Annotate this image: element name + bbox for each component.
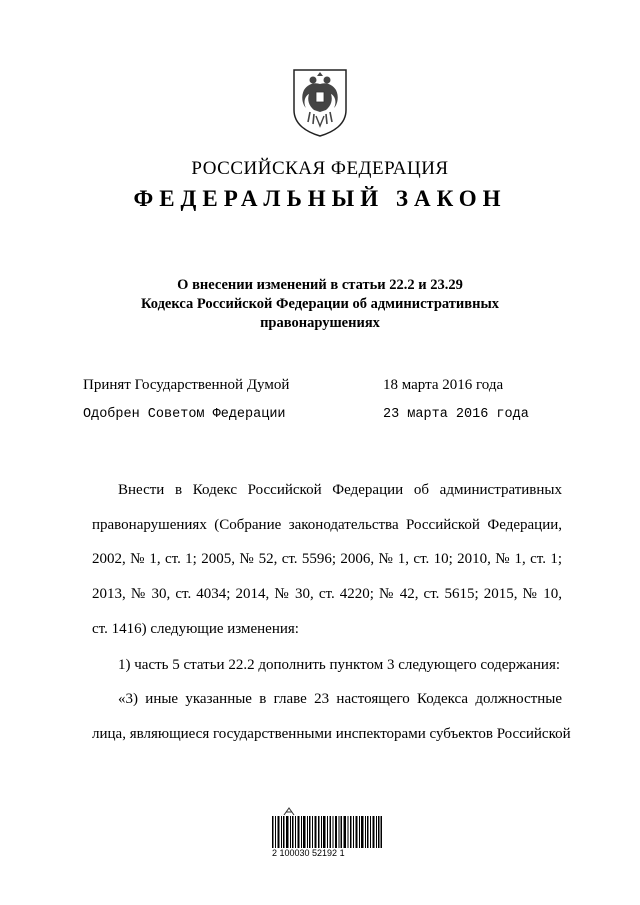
body-text-line: 2013, № 30, ст. 4034; 2014, № 30, ст. 4220; № 42, ст. 5615; 2015, № 10, (92, 586, 562, 602)
coat-of-arms-emblem (288, 66, 352, 138)
council-approval-date: 23 марта 2016 года (383, 407, 529, 422)
body-text-line: правонарушениях (Собрание законодательства Российской Федерации, (92, 517, 562, 533)
body-text-line: «3) иные указанные в главе 23 настоящего Кодекса должностные (118, 691, 562, 707)
body-text-line: 1) часть 5 статьи 22.2 дополнить пунктом 3 следующего содержания: (118, 657, 561, 673)
law-subject-title (80, 276, 560, 333)
duma-adoption-label: Принят Государственной Думой (83, 377, 290, 393)
duma-adoption-date: 18 марта 2016 года (383, 377, 504, 393)
barcode-icon (272, 816, 382, 848)
country-name: РОССИЙСКАЯ ФЕДЕРАЦИЯ (191, 158, 449, 179)
body-text-line: лица, являющиеся государственными инспекторами субъектов Российской (92, 726, 571, 742)
council-approval-label: Одобрен Советом Федерации (83, 407, 286, 422)
body-text-line: Внести в Кодекс Российской Федерации об административных (118, 482, 562, 498)
law-type-heading: ФЕДЕРАЛЬНЫЙ ЗАКОН (133, 186, 507, 211)
subject-line: О внесении изменений в статьи 22.2 и 23.29 (177, 277, 463, 293)
subject-line: правонарушениях (260, 315, 380, 331)
body-text-line: ст. 1416) следующие изменения: (92, 621, 299, 637)
subject-line: Кодекса Российской Федерации об административных (140, 296, 500, 312)
barcode-number: 2 100030 52192 1 (272, 848, 345, 858)
registration-mark-icon (282, 806, 296, 816)
body-text-line: 2002, № 1, ст. 1; 2005, № 52, ст. 5596; 2006, № 1, ст. 10; 2010, № 1, ст. 1; (92, 551, 562, 567)
